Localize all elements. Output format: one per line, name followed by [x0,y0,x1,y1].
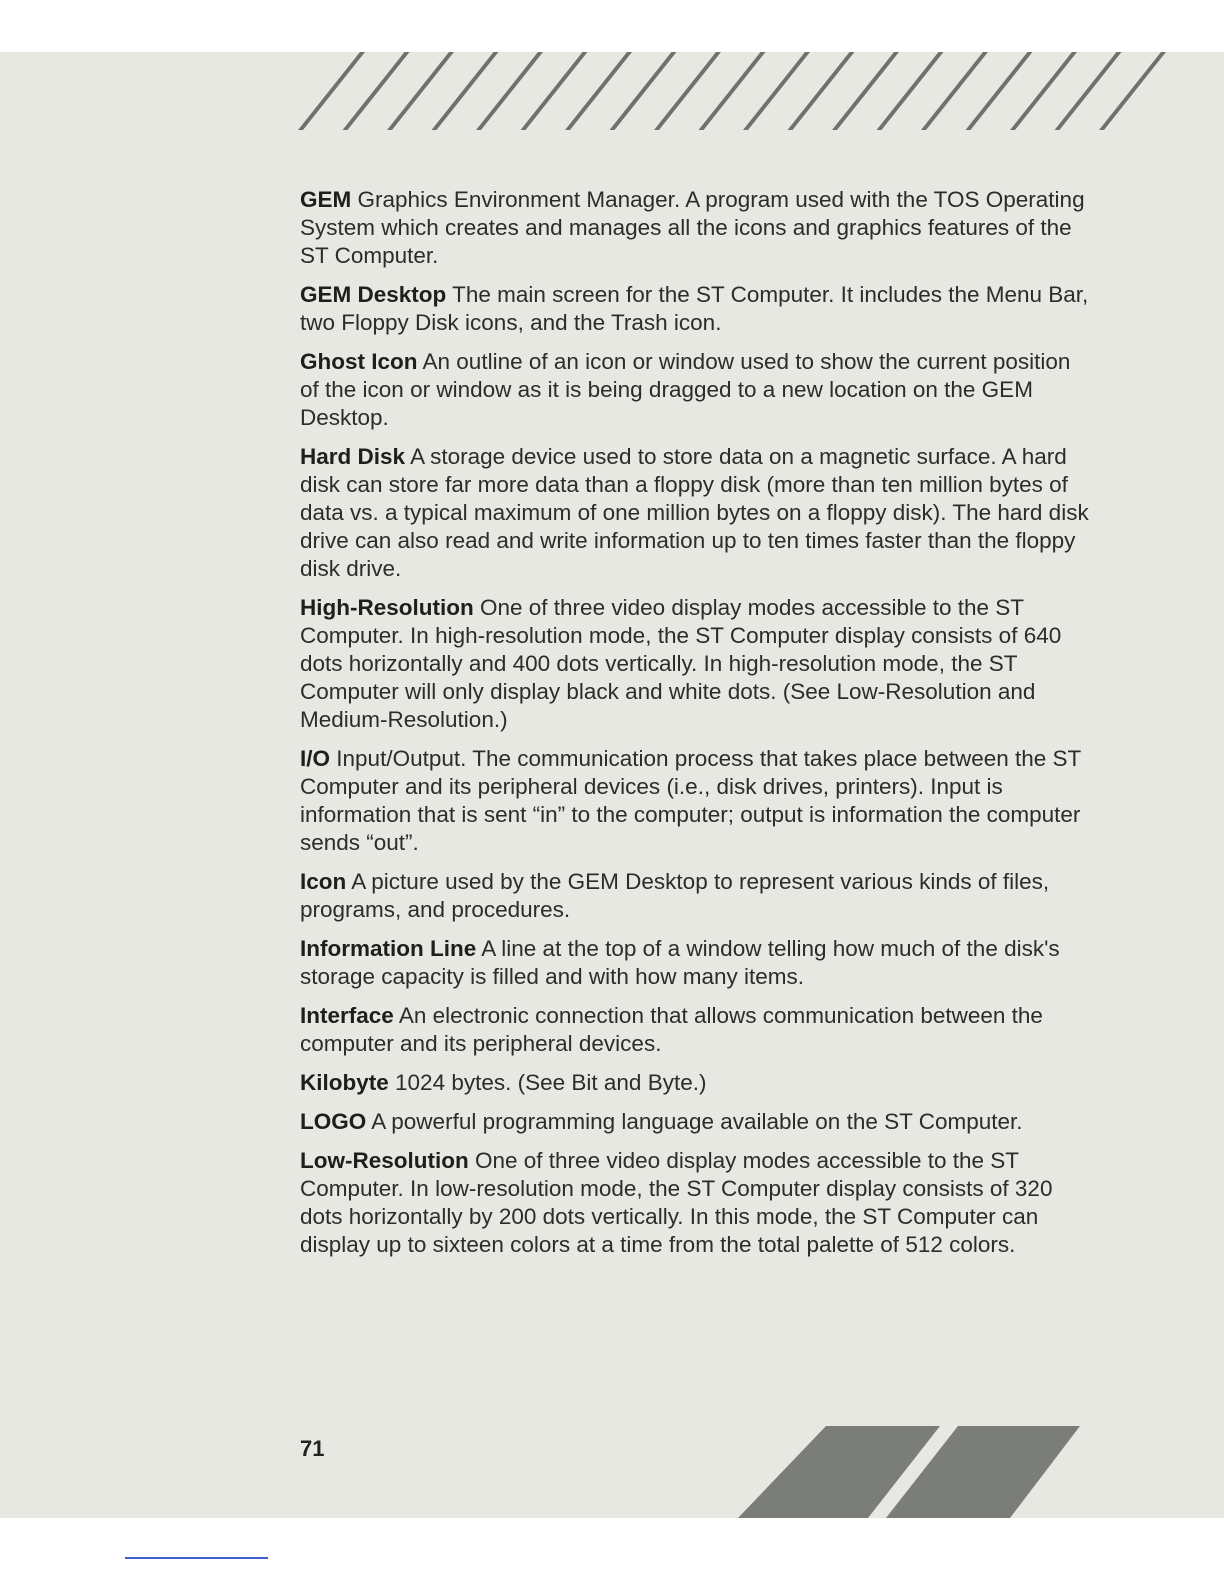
glossary-term: Icon [300,869,347,894]
glossary-entry [300,1147,1090,1259]
glossary-entry [300,281,1090,337]
glossary-entry [300,1108,1090,1136]
glossary-term: Low-Resolution [300,1148,469,1173]
glossary-definition: Graphics Environment Manager. A program used with the TOS Operating System which creates and manages all the icons and graphics features of the ST Computer. [300,187,1085,268]
glossary-definition: An outline of an icon or window used to show the current position of the icon or window as it is being dragged to a new location on the GEM Desktop. [300,349,1071,430]
glossary-entry [300,443,1090,583]
glossary-entry [300,186,1090,270]
glossary-entry [300,594,1090,734]
glossary-entries [300,186,1090,1270]
glossary-term: Ghost Icon [300,349,418,374]
glossary-definition: 1024 bytes. (See Bit and Byte.) [395,1070,707,1095]
glossary-definition: An electronic connection that allows communication between the computer and its peripheral devices. [300,1003,1043,1056]
footer-link-underline [125,1557,268,1559]
glossary-entry [300,868,1090,924]
glossary-definition: Input/Output. The communication process that takes place between the ST Computer and its peripheral devices (i.e., disk drives, printers). Input is information that is sent “in” to the computer; output is information the computer sends “out”. [300,746,1081,855]
glossary-definition: A line at the top of a window telling how much of the disk's storage capacity is filled and with how many items. [300,936,1060,989]
glossary-term: Hard Disk [300,444,406,469]
glossary-entry [300,1002,1090,1058]
glossary-definition: The main screen for the ST Computer. It includes the Menu Bar, two Floppy Disk icons, and the Trash icon. [300,282,1089,335]
glossary-definition: One of three video display modes accessible to the ST Computer. In high-resolution mode, the ST Computer display consists of 640 dots horizontally and 400 dots vertically. In high-resolution mode, the ST Computer will only display black and white dots. (See Low-Resolution and Medium-Resolution.) [300,595,1062,732]
glossary-entry [300,348,1090,432]
glossary-term: GEM Desktop [300,282,447,307]
glossary-definition: A picture used by the GEM Desktop to represent various kinds of files, programs, and procedures. [300,869,1050,922]
page-number: 71 [300,1436,325,1461]
glossary-entry [300,935,1090,991]
glossary-entry [300,1069,1090,1097]
glossary-term: LOGO [300,1109,367,1134]
glossary-term: I/O [300,746,331,771]
glossary-definition: A powerful programming language available on the ST Computer. [371,1109,1023,1134]
glossary-term: Interface [300,1003,394,1028]
glossary-term: Information Line [300,936,477,961]
glossary-definition: One of three video display modes accessible to the ST Computer. In low-resolution mode, the ST Computer display consists of 320 dots horizontally by 200 dots vertically. In this mode, the ST Computer can display up to sixteen colors at a time from the total palette of 512 colors. [300,1148,1053,1257]
glossary-entry [300,745,1090,857]
glossary-definition: A storage device used to store data on a magnetic surface. A hard disk can store far more data than a floppy disk (more than ten million bytes of data vs. a typical maximum of one million bytes on a floppy disk). The hard disk drive can also read and write information up to ten times faster than the floppy disk drive. [300,444,1089,581]
glossary-term: Kilobyte [300,1070,389,1095]
decorative-diagonal-stripes-top [0,52,1224,132]
decorative-diagonal-bands-bottom [0,1424,1224,1518]
glossary-term: High-Resolution [300,595,474,620]
glossary-term: GEM [300,187,352,212]
